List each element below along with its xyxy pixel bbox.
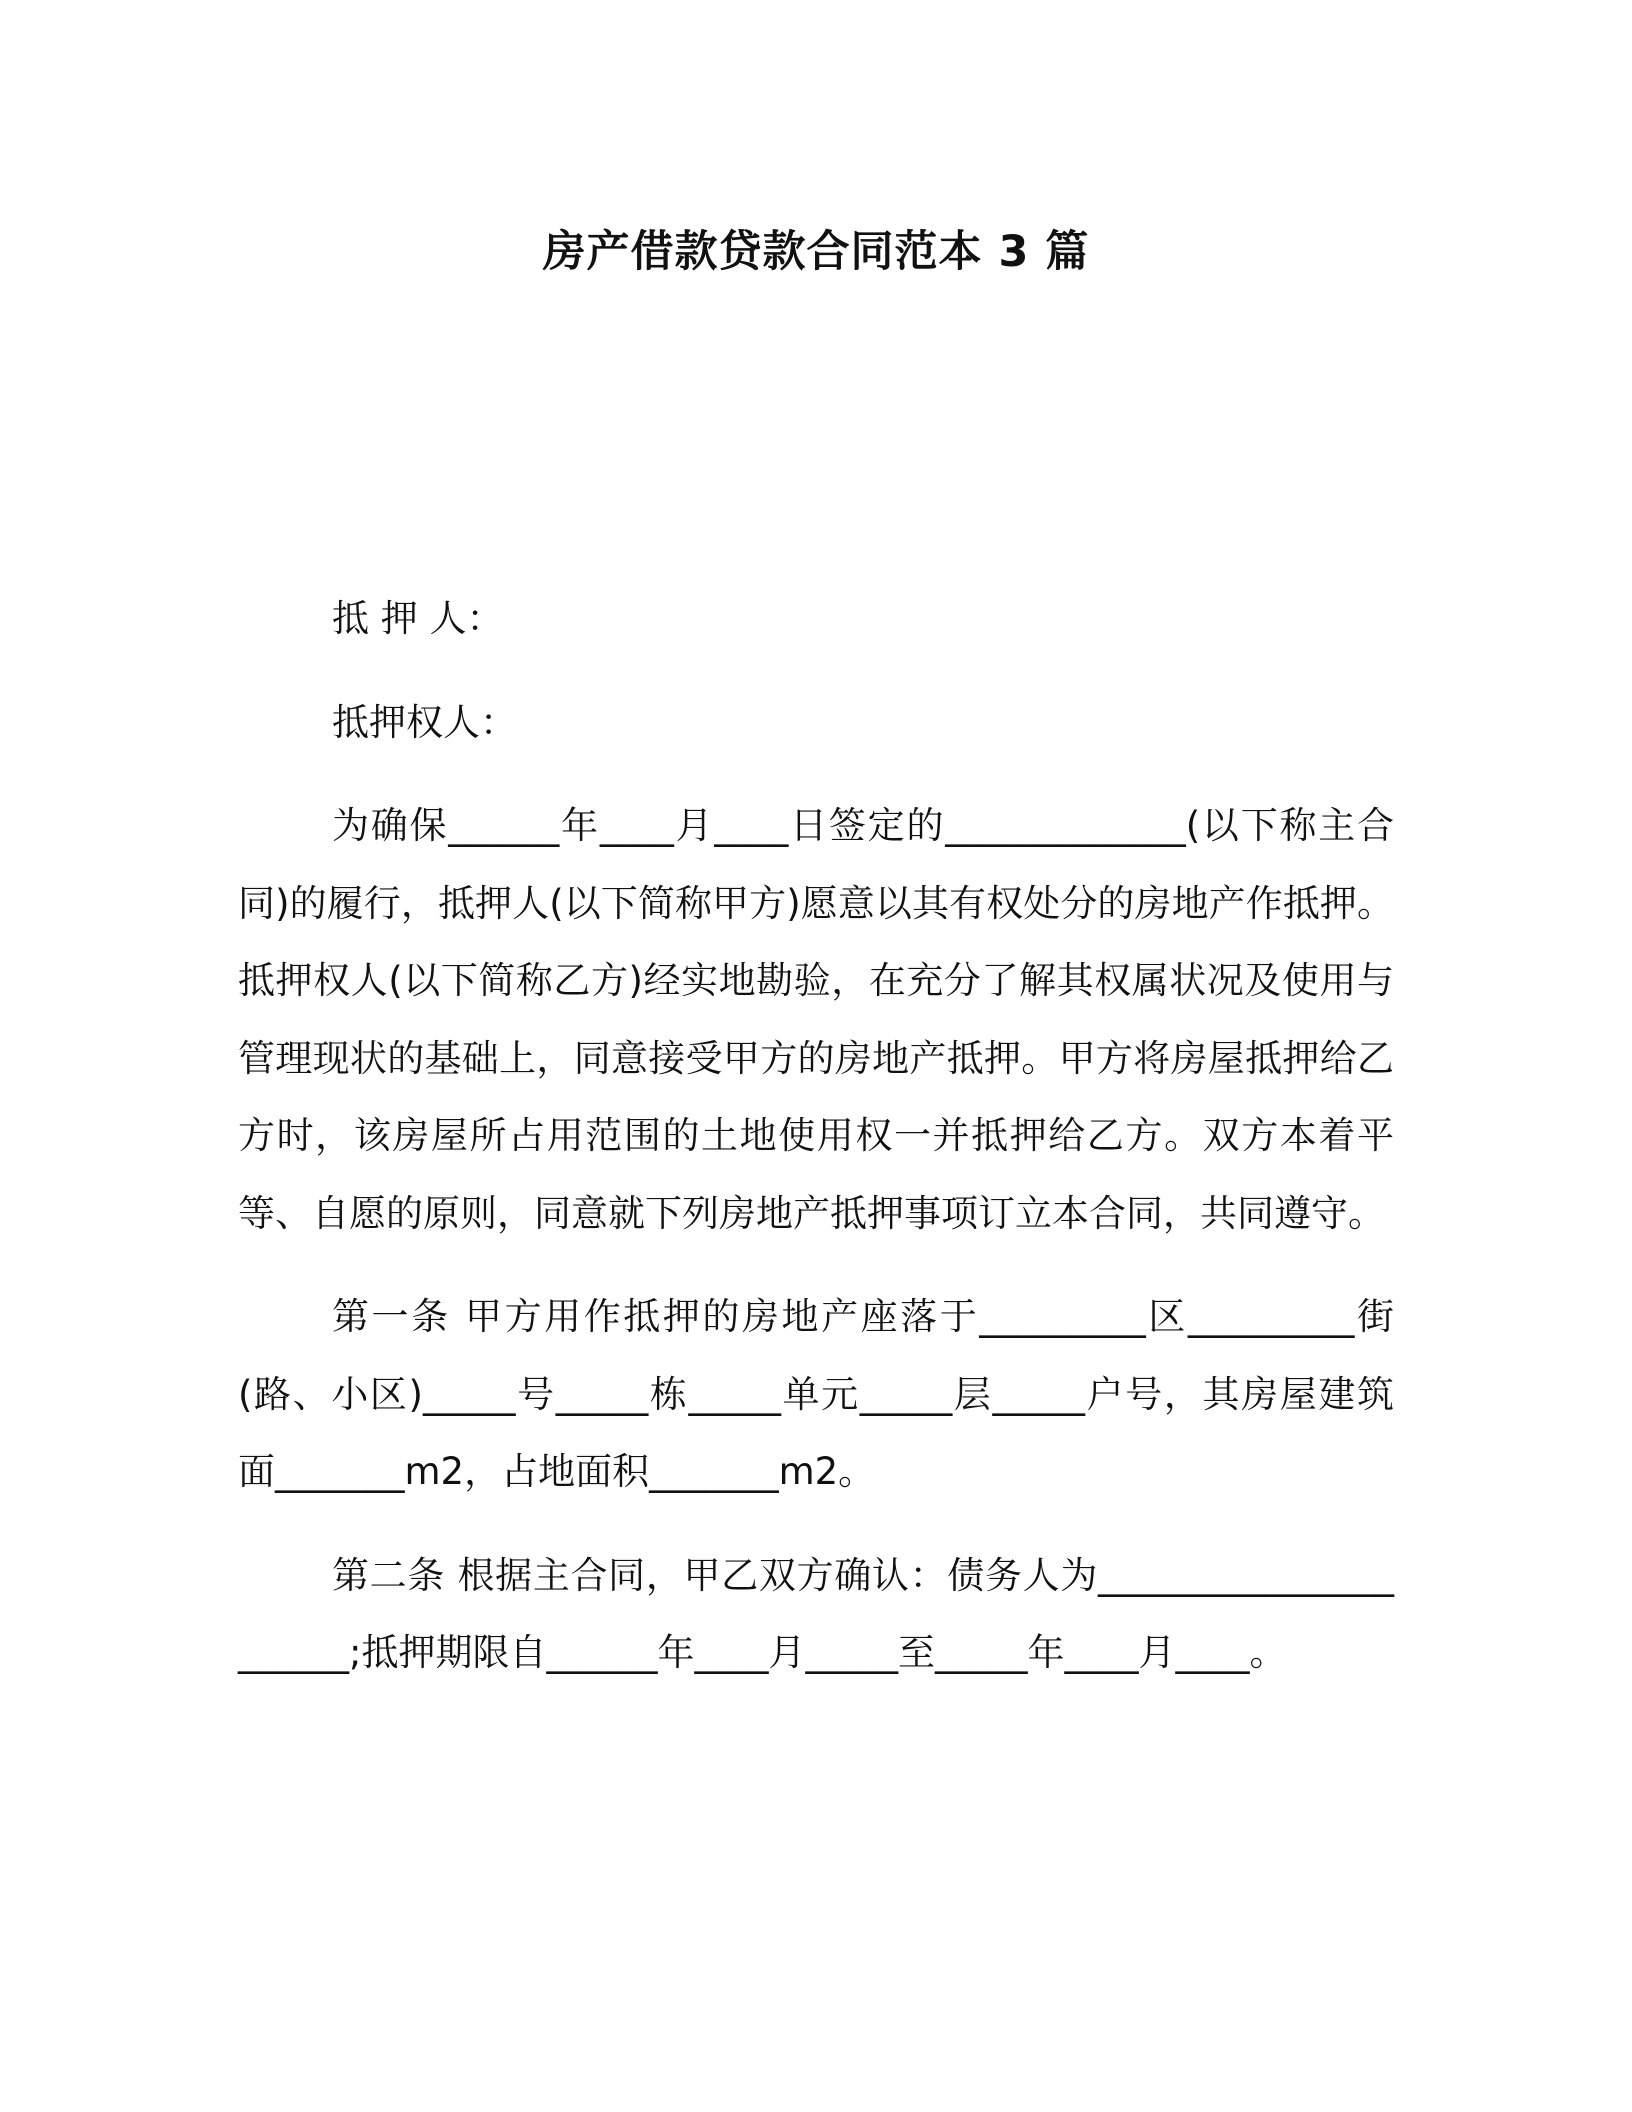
mortgagee-line: 抵押权人： xyxy=(332,700,517,744)
article-2-paragraph: 第二条 根据主合同，甲乙双方确认：债务人为______________________;抵押期限自______年____月_____至_____年____月____。 xyxy=(238,1553,1394,1674)
article-1-paragraph: 第一条 甲方用作抵押的房地产座落于_________区_________街(路、小区)_____号_____栋_____单元_____层_____户号，其房屋建筑面_______m2，占地面积_______m2。 xyxy=(238,1295,1394,1493)
document-title: 房产借款贷款合同范本 3 篇 xyxy=(542,227,1090,277)
mortgagor-line: 抵 押 人： xyxy=(332,597,504,640)
document-body xyxy=(238,580,1394,1692)
preamble-paragraph: 为确保______年____月____日签定的_____________(以下称主合同)的履行，抵押人(以下简称甲方)愿意以其有权处分的房地产作抵押。抵押权人(以下简称乙方)经实地勘验，在充分了解其权属状况及使用与管理现状的基础上，同意接受甲方的房地产抵押。甲方将房屋抵押给乙方时，该房屋所占用范围的土地使用权一并抵押给乙方。双方本着平等、自愿的原则，同意就下列房地产抵押事项订立本合同，共同遵守。 xyxy=(238,804,1394,1235)
